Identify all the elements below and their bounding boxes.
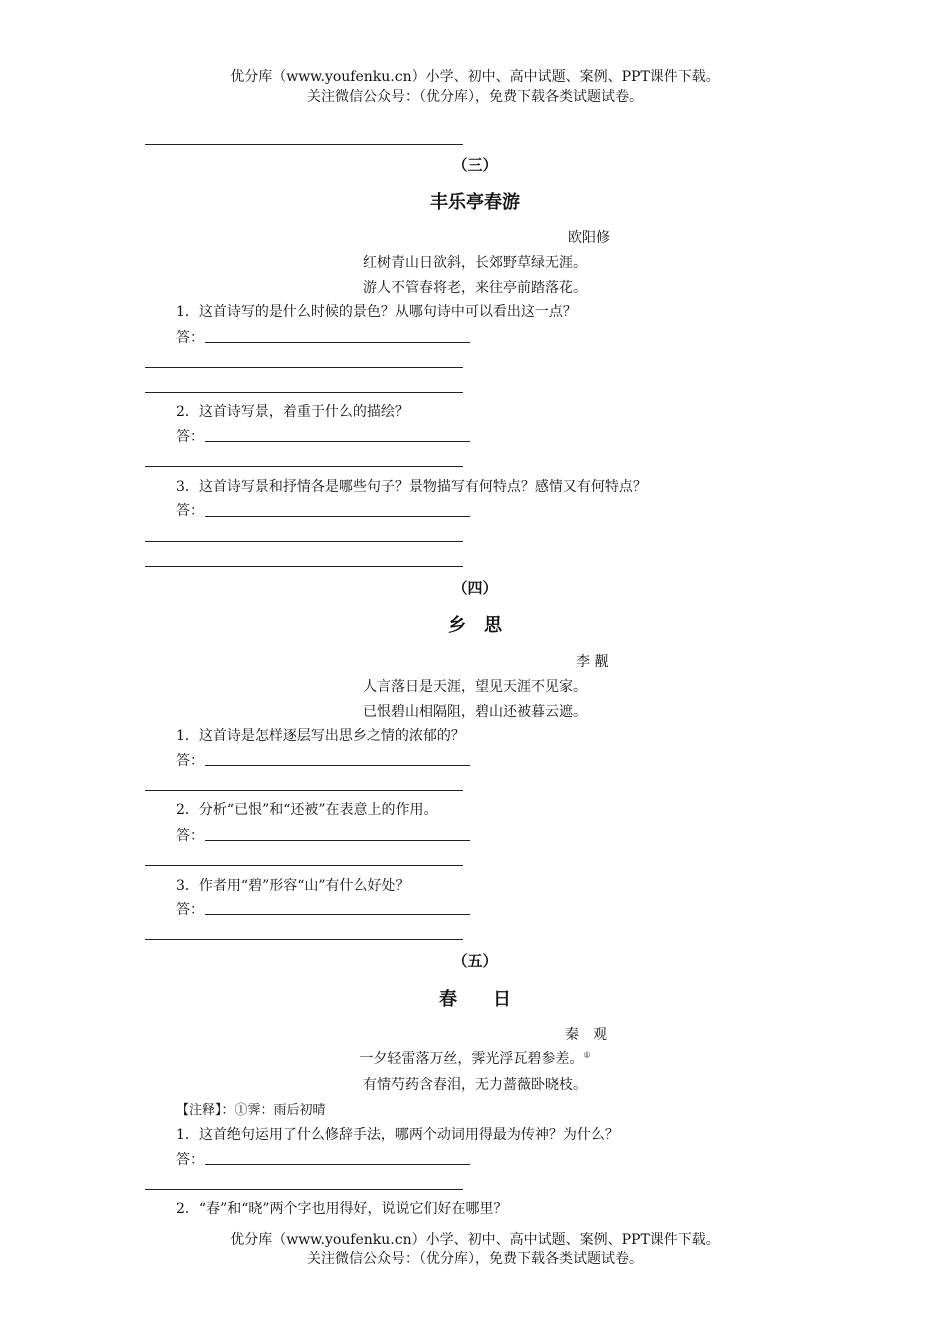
answer-blank-line[interactable] [145,790,463,791]
answer-blank-line[interactable] [145,939,463,940]
answer-label: 答： [176,828,204,844]
question: 2．这首诗写景，着重于什么的描绘？ [176,404,409,420]
page-footer-line-2: 关注微信公众号：（优分库），免费下载各类试题试卷。 [307,1251,643,1267]
section-number: （五） [452,952,498,970]
answer-blank-line[interactable] [145,367,463,368]
poem-verse-line: 游人不管春将老，来往亭前踏落花。 [363,280,587,296]
section-number: （三） [452,156,498,174]
poem-author: 秦 观 [565,1027,607,1043]
page-header-line-2: 关注微信公众号：（优分库），免费下载各类试题试卷。 [307,89,643,105]
question: 3．这首诗写景和抒情各是哪些句子？景物描写有何特点？感情又有何特点？ [176,479,647,495]
poem-verse-line [0,1048,950,1068]
answer-label: 答： [176,902,204,918]
page-footer-line-1: 优分库（www.youfenku.cn）小学、初中、高中试题、案例、PPT课件下载。 [230,1232,720,1248]
poem-verse-line: 有情芍药含春泪，无力蔷薇卧晓枝。 [363,1077,587,1093]
question: 3．作者用“碧”形容“山”有什么好处？ [176,878,410,894]
answer-blank-line[interactable] [145,541,463,542]
answer-blank-line[interactable] [205,441,470,442]
answer-label: 答： [176,429,204,445]
page-header-line-1: 优分库（www.youfenku.cn）小学、初中、高中试题、案例、PPT课件下载。 [230,69,720,85]
answer-blank-line[interactable] [205,765,470,766]
answer-blank-line[interactable] [205,914,470,915]
answer-label: 答： [176,1152,204,1168]
poem-verse-line: 人言落日是天涯，望见天涯不见家。 [363,679,587,695]
section-number: （四） [452,579,498,597]
question: 1．这首绝句运用了什么修辞手法，哪两个动词用得最为传神？为什么？ [176,1127,619,1143]
answer-label: 答： [176,503,204,519]
poem-title: 乡 思 [448,615,502,636]
question: 2．分析“已恨”和“还被”在表意上的作用。 [176,802,438,818]
answer-blank-line[interactable] [145,1189,463,1190]
poem-title: 春 日 [439,989,511,1010]
poem-verse-text: 一夕轻雷落万丝，霁光浮瓦碧参差。 [359,1051,584,1067]
poem-author: 李 觏 [576,654,609,670]
answer-label: 答： [176,330,204,346]
poem-title: 丰乐亭春游 [430,192,520,213]
answer-blank-line[interactable] [145,865,463,866]
poem-author: 欧阳修 [568,230,610,246]
answer-blank-line[interactable] [145,466,463,467]
answer-blank-line[interactable] [205,1164,470,1165]
footnote-marker: ① [583,1050,591,1060]
answer-blank-line [145,144,463,145]
answer-blank-line[interactable] [205,342,470,343]
poem-verse-line: 已恨碧山相隔阻，碧山还被暮云遮。 [363,704,587,720]
question: 2．“春”和“晓”两个字也用得好，说说它们好在哪里？ [176,1201,508,1217]
answer-label: 答： [176,753,204,769]
answer-blank-line[interactable] [205,516,470,517]
annotation-note: 【注释】：①霁：雨后初晴 [176,1103,326,1118]
answer-blank-line[interactable] [145,392,463,393]
poem-verse-line: 红树青山日欲斜，长郊野草绿无涯。 [363,255,587,271]
answer-blank-line[interactable] [205,840,470,841]
answer-blank-line[interactable] [145,566,463,567]
question: 1．这首诗是怎样逐层写出思乡之情的浓郁的？ [176,728,465,744]
question: 1．这首诗写的是什么时候的景色？从哪句诗中可以看出这一点？ [176,304,577,320]
